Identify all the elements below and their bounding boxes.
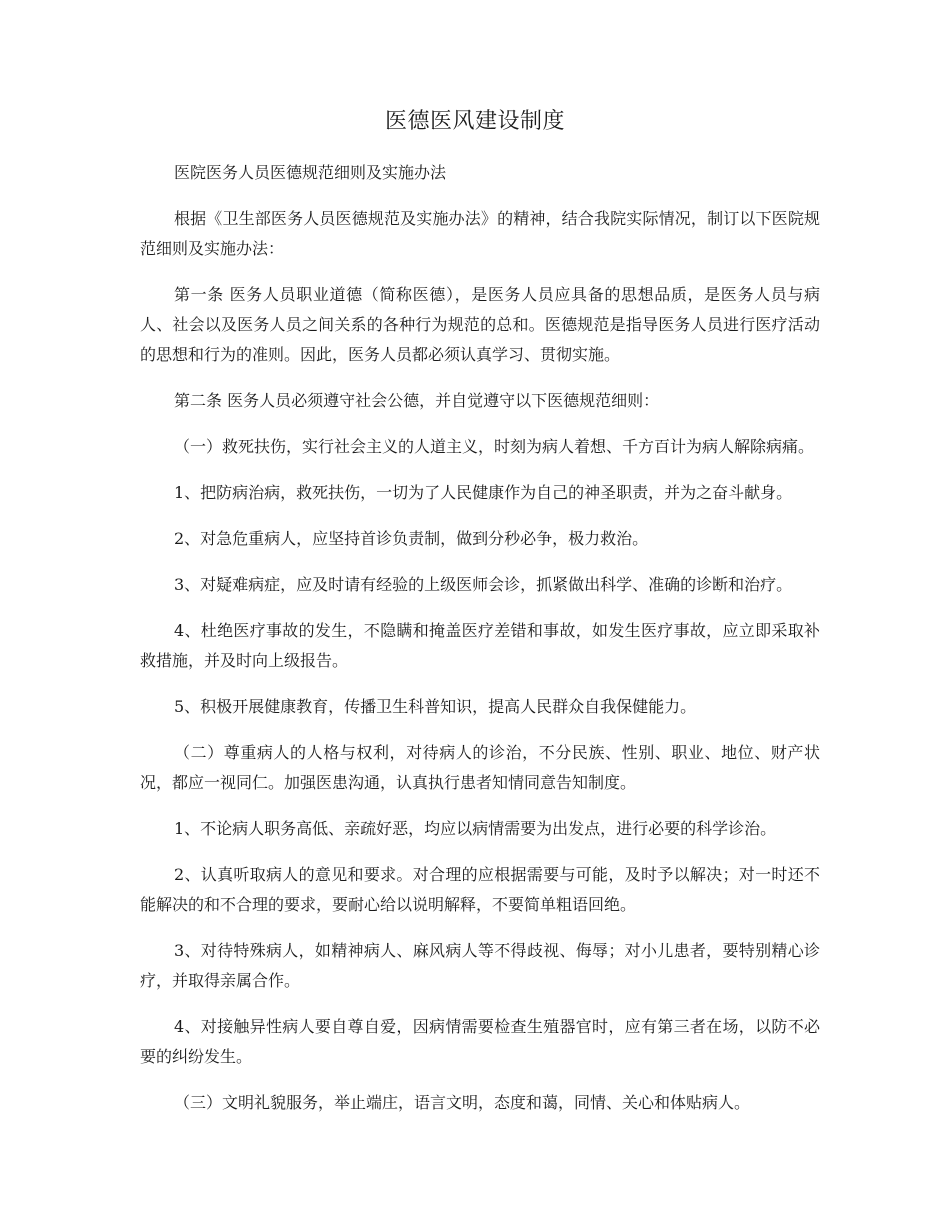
document-body (140, 158, 820, 1134)
subtitle-paragraph: 医院医务人员医德规范细则及实施办法 (174, 163, 447, 182)
section-1-paragraph: （一）救死扶伤，实行社会主义的人道主义，时刻为病人着想、千方百计为病人解除病痛。 (174, 437, 815, 456)
section-1-item-1: 1、把防病治病，救死扶伤，一切为了人民健康作为自己的神圣职责，并为之奋斗献身。 (174, 483, 793, 502)
section-2-paragraph: （二）尊重病人的人格与权利，对待病人的诊治，不分民族、性别、职业、地位、财产状况，都应一视同仁。加强医患沟通，认真执行患者知情同意告知制度。 (140, 743, 820, 792)
section-2-item-1: 1、不论病人职务高低、亲疏好恶，均应以病情需要为出发点，进行必要的科学诊治。 (174, 819, 777, 838)
section-1-item-2: 2、对急危重病人，应坚持首诊负责制，做到分秒必争，极力救治。 (174, 529, 649, 548)
section-1-item-5: 5、积极开展健康教育，传播卫生科普知识，提高人民群众自我保健能力。 (174, 697, 697, 716)
section-2-item-3: 3、对待特殊病人，如精神病人、麻风病人等不得歧视、侮辱；对小儿患者，要特别精心诊疗，并取得亲属合作。 (140, 941, 820, 990)
section-2-item-2: 2、认真听取病人的意见和要求。对合理的应根据需要与可能，及时予以解决；对一时还不能解决的和不合理的要求，要耐心给以说明解释，不要简单粗语回绝。 (140, 865, 820, 914)
section-1-item-4: 4、杜绝医疗事故的发生，不隐瞒和掩盖医疗差错和事故，如发生医疗事故，应立即采取补救措施，并及时向上级报告。 (140, 621, 820, 670)
document-title: 医德医风建设制度 (384, 109, 565, 134)
article-2-paragraph: 第二条 医务人员必须遵守社会公德，并自觉遵守以下医德规范细则： (174, 391, 660, 410)
section-2-item-4: 4、对接触异性病人要自尊自爱，因病情需要检查生殖器官时，应有第三者在场，以防不必要的纠纷发生。 (140, 1017, 820, 1066)
intro-paragraph: 根据《卫生部医务人员医德规范及实施办法》的精神，结合我院实际情况，制订以下医院规范细则及实施办法： (140, 209, 820, 258)
section-3-paragraph: （三）文明礼貌服务，举止端庄，语言文明，态度和蔼，同情、关心和体贴病人。 (174, 1093, 751, 1112)
section-1-item-3: 3、对疑难病症，应及时请有经验的上级医师会诊，抓紧做出科学、准确的诊断和治疗。 (174, 575, 793, 594)
article-1-paragraph: 第一条 医务人员职业道德（简称医德），是医务人员应具备的思想品质，是医务人员与病人、社会以及医务人员之间关系的各种行为规范的总和。医德规范是指导医务人员进行医疗活动的思想和行为的准则。因此，医务人员都必须认真学习、贯彻实施。 (140, 285, 820, 364)
